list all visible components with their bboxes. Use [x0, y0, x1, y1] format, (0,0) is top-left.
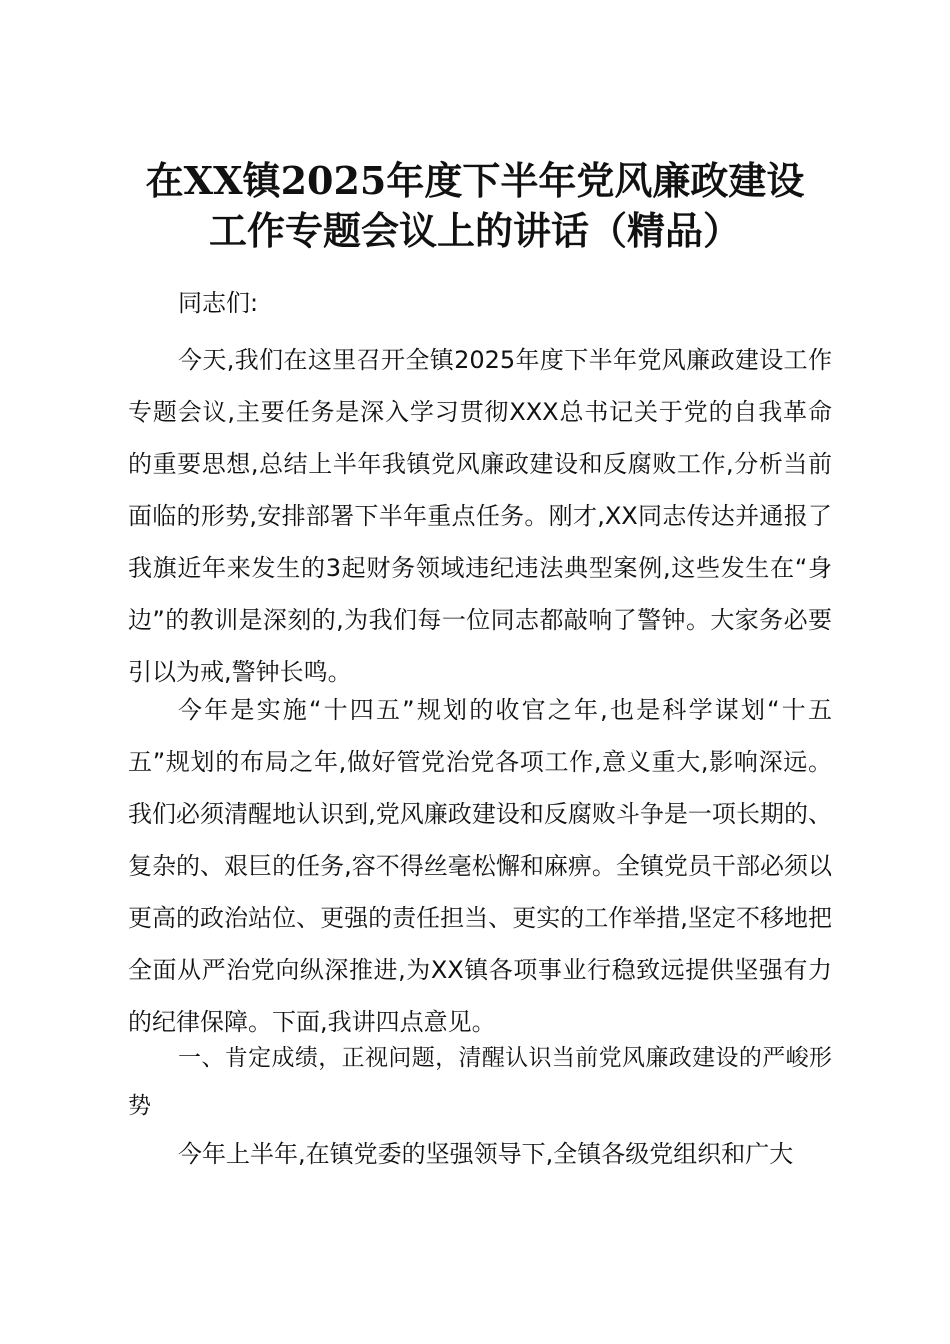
body-paragraph-2: 今年是实施“十四五”规划的收官之年,也是科学谋划“十五五”规划的布局之年,做好管党治党各项工作,意义重大,影响深远。我们必须清醒地认识到,党风廉政建设和反腐败斗争是一项长期的、复杂的、艰巨的任务,容不得丝毫松懈和麻痹。全镇党员干部必须以更高的政治站位、更强的责任担当、更实的工作举措,坚定不移地把全面从严治党向纵深推进,为XX镇各项事业行稳致远提供坚强有力的纪律保障。下面,我讲四点意见。 [128, 696, 832, 1036]
document-title-line-2: 工作专题会议上的讲话（精品） [208, 208, 741, 253]
document-title-line-1: 在XX镇2025年度下半年党风廉政建设 [145, 158, 805, 203]
body-paragraph-1: 今天,我们在这里召开全镇2025年度下半年党风廉政建设工作专题会议,主要任务是深入学习贯彻XXX总书记关于党的自我革命的重要思想,总结上半年我镇党风廉政建设和反腐败工作,分析当前面临的形势,安排部署下半年重点任务。刚才,XX同志传达并通报了我旗近年来发生的3起财务领域违纪违法典型案例,这些发生在“身边”的教训是深刻的,为我们每一位同志都敲响了警钟。大家务必要引以为戒,警钟长鸣。 [128, 346, 832, 686]
salutation: 同志们: [178, 289, 259, 317]
body-paragraph-3: 今年上半年,在镇党委的坚强领导下,全镇各级党组织和广大 [178, 1140, 794, 1168]
section-heading-1: 一、肯定成绩，正视问题，清醒认识当前党风廉政建设的严峻形势 [128, 1045, 832, 1119]
